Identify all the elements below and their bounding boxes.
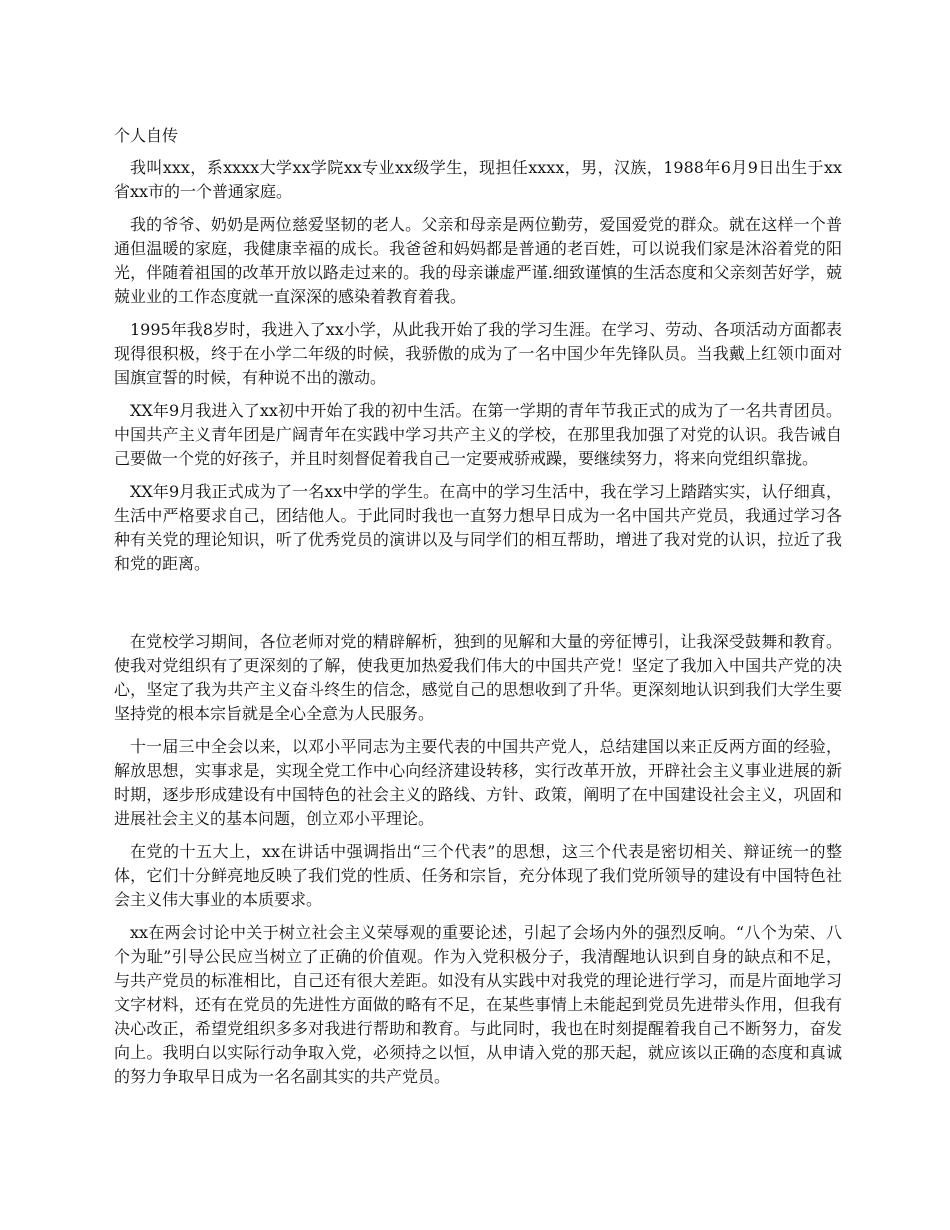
paragraph-deng-theory: 十一届三中全会以来，以邓小平同志为主要代表的中国共产党人，总结建国以来正反两方面的经验，解放思想，实事求是，实现全党工作中心向经济建设转移，实行改革开放，开辟社会主义事业进展的新时期，逐步形成建设有中国特色的社会主义的路线、方针、政策，阐明了在中国建设社会主义，巩固和进展社会主义的基本问题，创立邓小平理论。 bbox=[114, 737, 842, 828]
paragraph-three-represents: 在党的十五大上，xx在讲话中强调指出“三个代表”的思想，这三个代表是密切相关、辩证统一的整体，它们十分鲜亮地反映了我们党的性质、任务和宗旨，充分体现了我们党所领导的建设有中国特色社会主义伟大事业的本质要求。 bbox=[114, 842, 842, 909]
paragraph-honor-disgrace: xx在两会讨论中关于树立社会主义荣辱观的重要论述，引起了会场内外的强烈反响。“八个为荣、八个为耻”引导公民应当树立了正确的价值观。作为入党积极分子，我清醒地认识到自身的缺点和不足，与共产党员的标准相比，自己还有很大差距。如没有从实践中对我党的理论进行学习，而是片面地学习文字材料，还有在党员的先进性方面做的略有不足，在某些事情上未能起到党员先进带头作用，但我有决心改正，希望党组织多多对我进行帮助和教育。与此同时，我也在时刻提醒着我自己不断努力，奋发向上。我明白以实际行动争取入党，必须持之以恒，从申请入党的那天起，就应该以正确的态度和真诚的努力争取早日成为一名名副其实的共产党员。 bbox=[114, 923, 842, 1086]
document-page bbox=[114, 124, 842, 1098]
paragraph-high-school: XX年9月我正式成为了一名xx中学的学生。在高中的学习生活中，我在学习上踏踏实实，认仔细真，生活中严格要求自己，团结他人。于此同时我也一直努力想早日成为一名中国共产党员，我通过学习各种有关党的理论知识，听了优秀党员的演讲以及与同学们的相互帮助，增进了我对党的认识，拉近了我和党的距离。 bbox=[114, 482, 842, 573]
paragraph-party-school: 在党校学习期间，各位老师对党的精辟解析，独到的见解和大量的旁征博引，让我深受鼓舞和教育。使我对党组织有了更深刻的了解，使我更加热爱我们伟大的中国共产党！坚定了我加入中国共产党的决心，坚定了我为共产主义奋斗终生的信念，感觉自己的思想收到了升华。更深刻地认识到我们大学生要坚持党的根本宗旨就是全心全意为人民服务。 bbox=[114, 632, 842, 723]
paragraph-family: 我的爷爷、奶奶是两位慈爱坚韧的老人。父亲和母亲是两位勤劳，爱国爱党的群众。就在这样一个普通但温暖的家庭，我健康幸福的成长。我爸爸和妈妈都是普通的老百姓，可以说我们家是沐浴着党的阳光，伴随着祖国的改革开放以路走过来的。我的母亲谦虚严谨.细致谨慎的生活态度和父亲刻苦好学，兢兢业业的工作态度就一直深深的感染着教育着我。 bbox=[114, 215, 842, 306]
paragraph-primary-school: 1995年我8岁时，我进入了xx小学，从此我开始了我的学习生涯。在学习、劳动、各项活动方面都表现得很积极，终于在小学二年级的时候，我骄傲的成为了一名中国少年先锋队员。当我戴上红领巾面对国旗宣誓的时候，有种说不出的激动。 bbox=[114, 320, 842, 387]
paragraph-middle-school: XX年9月我进入了xx初中开始了我的初中生活。在第一学期的青年节我正式的成为了一名共青团员。中国共产主义青年团是广阔青年在实践中学习共产主义的学校，在那里我加强了对党的认识。我告诫自己要做一个党的好孩子，并且时刻督促着我自己一定要戒骄戒躁，要继续努力，将来向党组织靠拢。 bbox=[114, 401, 842, 468]
paragraph-intro: 我叫xxx，系xxxx大学xx学院xx专业xx级学生，现担任xxxx，男，汉族，1988年6月9日出生于xx省xx市的一个普通家庭。 bbox=[114, 158, 842, 201]
document-title: 个人自传 bbox=[114, 126, 179, 145]
section-gap bbox=[114, 585, 842, 630]
